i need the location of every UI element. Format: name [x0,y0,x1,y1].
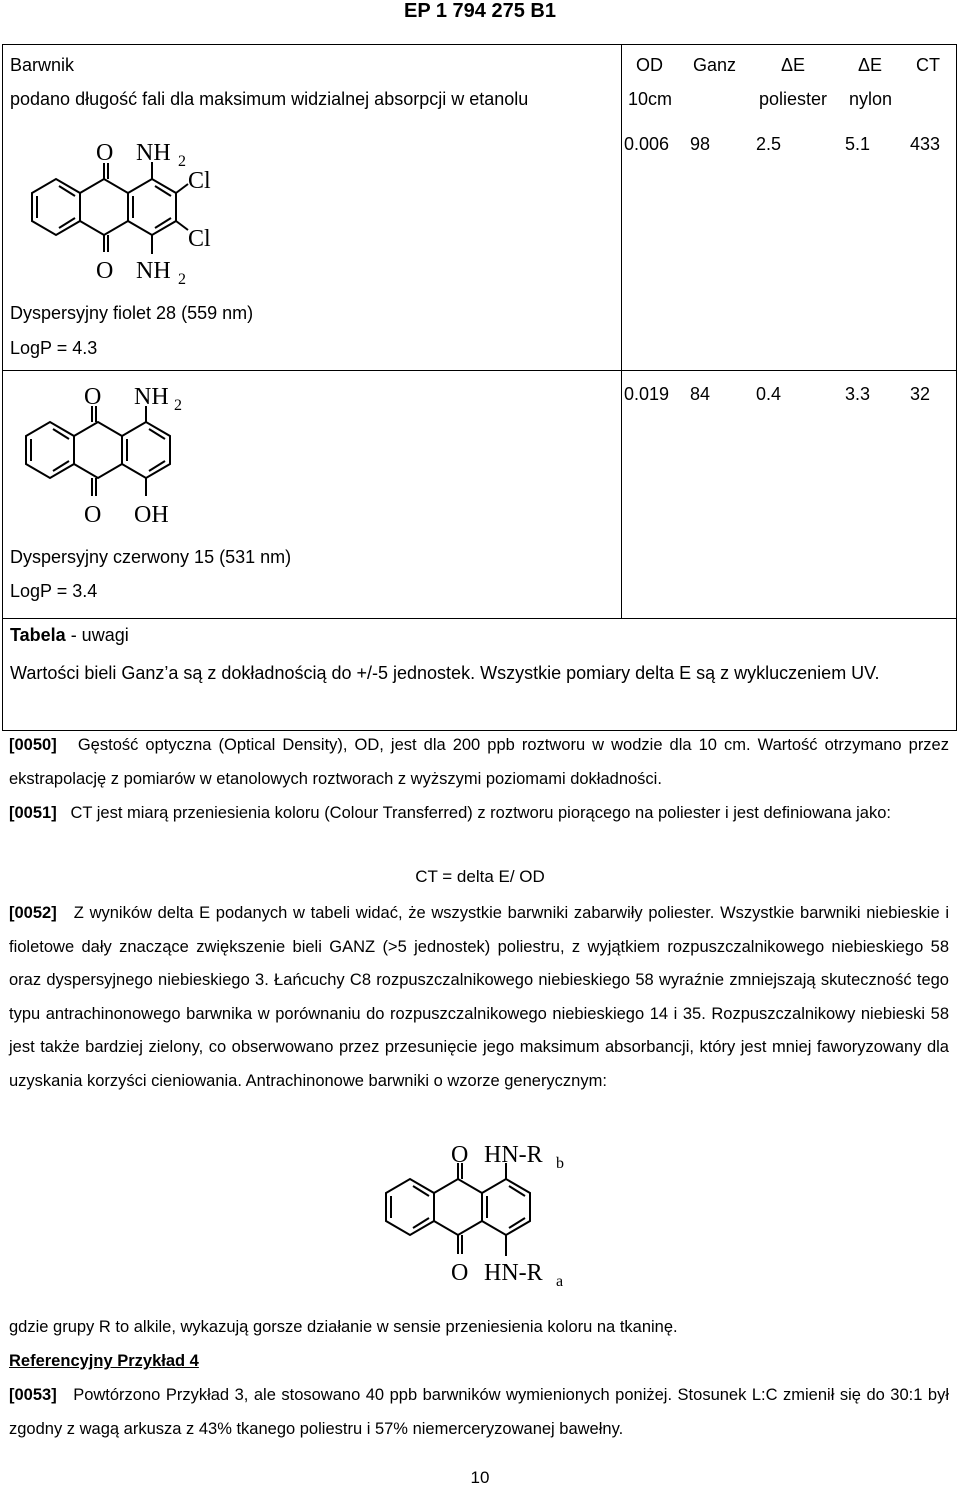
notes-title: Tabela [10,625,66,645]
paragraph-text-0052: Z wyników delta E podanych w tabeli widać, że wszystkie barwniki zabarwiły poliester. Wszystkie barwniki niebieskie i fioletowe dały znaczące zwiększenie bieli GANZ (>5 jednostek) poliestru, z wyjątkiem rozpuszczalnikowego niebieskiego 58 oraz dyspersyjnego niebieskiego 3. Łańcuchy C8 rozpuszczalnikowego niebieskiego 58 wyraźnie zmniejszają skuteczność tego typu antrachinonowego barwnika w porównaniu do rozpuszczalnikowego niebieskiego 14 i 35. Rozpuszczalnikowy niebieski 58 jest także bardziej zielony, co obserwowano przez przesunięcie jego maksimum absorbancji, który jest mniej faworyzowany dla uzyskania korzyści cieniowania. Antrachinonowe barwniki o wzorze generycznym: [9,904,949,1090]
row1-top-o: O [96,140,114,166]
paragraph-text-0053: Powtórzono Przykład 3, ale stosowano 40 ppb barwników wymienionych poniżej. Stosunek L:C zmienił się do 30:1 był zgodny z wagą arkusza z 43% tkanego poliestru i 57% niemerceryzowanej bawełny. [9,1386,949,1438]
paragraph-0051 [9,797,949,831]
row2-de-polyester: 0.4 [756,384,782,404]
row2-od: 0.019 [624,384,670,404]
row1-de-polyester: 2.5 [756,134,782,154]
patent-number: EP 1 794 275 B1 [404,0,556,22]
row2-top-sub-idx: 2 [174,397,182,414]
row2-name: Dyspersyjny czerwony 15 (531 nm) [10,547,292,567]
col-header-od-sub: 10cm [628,89,673,109]
col-header-ct: CT [916,55,940,75]
structure-disperse-violet-28 [12,138,232,288]
row1-ganz: 98 [690,134,711,154]
paragraph-0052 [9,897,949,1098]
row2-ganz: 84 [690,384,711,404]
col-header-dye-sub: podano długość fali dla maksimum widzialnej absorpcji w etanolu [10,89,529,109]
paragraph-0053 [9,1379,949,1446]
row1-ct: 433 [910,134,941,154]
paragraph-tag-0052: [0052] [9,904,57,922]
col-header-de-polyester-sub: poliester [759,89,828,109]
row1-top-sub-idx: 2 [178,153,186,170]
reference-example-heading: Referencyjny Przykład 4 [9,1352,199,1370]
row1-bottom-sub: NH [136,258,171,284]
col-header-dye: Barwnik [10,55,75,75]
paragraph-after-structure: gdzie grupy R to alkile, wykazują gorsze działanie w sensie przeniesienia koloru na tkaninę. [9,1318,678,1336]
row2-logp: LogP = 3.4 [10,581,98,601]
ct-formula: CT = delta E/ OD [415,867,545,886]
row2-top-sub: NH [134,384,169,410]
row2-top-o: O [84,384,102,410]
row1-cl2: Cl [188,226,211,252]
row2-de-nylon: 3.3 [845,384,871,404]
row1-top-sub: NH [136,140,171,166]
row2-bottom-o: O [84,502,102,528]
row1-name: Dyspersyjny fiolet 28 (559 nm) [10,303,254,323]
col-header-de-nylon: ΔE [858,55,883,75]
row1-de-nylon: 5.1 [845,134,871,154]
row1-cl1: Cl [188,168,211,194]
row1-logp: LogP = 4.3 [10,338,98,358]
paragraph-0050 [9,729,949,796]
paragraph-text-0051: CT jest miarą przeniesienia koloru (Colour Transferred) z roztworu piorącego na poliester i jest definiowana jako: [70,804,891,822]
values-cell-2 [622,371,957,619]
col-header-od: OD [636,55,663,75]
row1-bottom-o: O [96,258,114,284]
generic-top-sub-idx: b [556,1155,564,1172]
structure-disperse-red-15 [12,384,212,529]
structure-generic-anthraquinone [378,1138,578,1288]
row2-ct: 32 [910,384,931,404]
page-number: 10 [470,1468,490,1487]
generic-bottom-o: O [451,1260,469,1286]
row2-bottom-sub: OH [134,502,169,528]
generic-top-sub: HN-R [484,1142,543,1168]
row1-od: 0.006 [624,134,670,154]
generic-bottom-sub: HN-R [484,1260,543,1286]
col-header-ganz: Ganz [693,55,737,75]
paragraph-tag-0053: [0053] [9,1386,57,1404]
generic-top-o: O [451,1142,469,1168]
col-header-de-nylon-sub: nylon [849,89,893,109]
paragraph-tag-0051: [0051] [9,804,57,822]
row1-bottom-sub-idx: 2 [178,271,186,288]
paragraph-text-0050: Gęstość optyczna (Optical Density), OD, jest dla 200 ppb roztworu w wodzie dla 10 cm. Wartość otrzymano przez ekstrapolację z pomiarów w etanolowych roztworach z wyższymi poziomami dokładności. [9,736,949,788]
col-header-de-polyester: ΔE [781,55,806,75]
generic-bottom-sub-idx: a [556,1273,564,1288]
paragraph-tag-0050: [0050] [9,736,57,754]
notes-title-rest: - uwagi [65,625,129,645]
notes-text: Wartości bieli Ganz’a są z dokładnością do +/-5 jednostek. Wszystkie pomiary delta E są z wykluczeniem UV. [10,663,880,683]
